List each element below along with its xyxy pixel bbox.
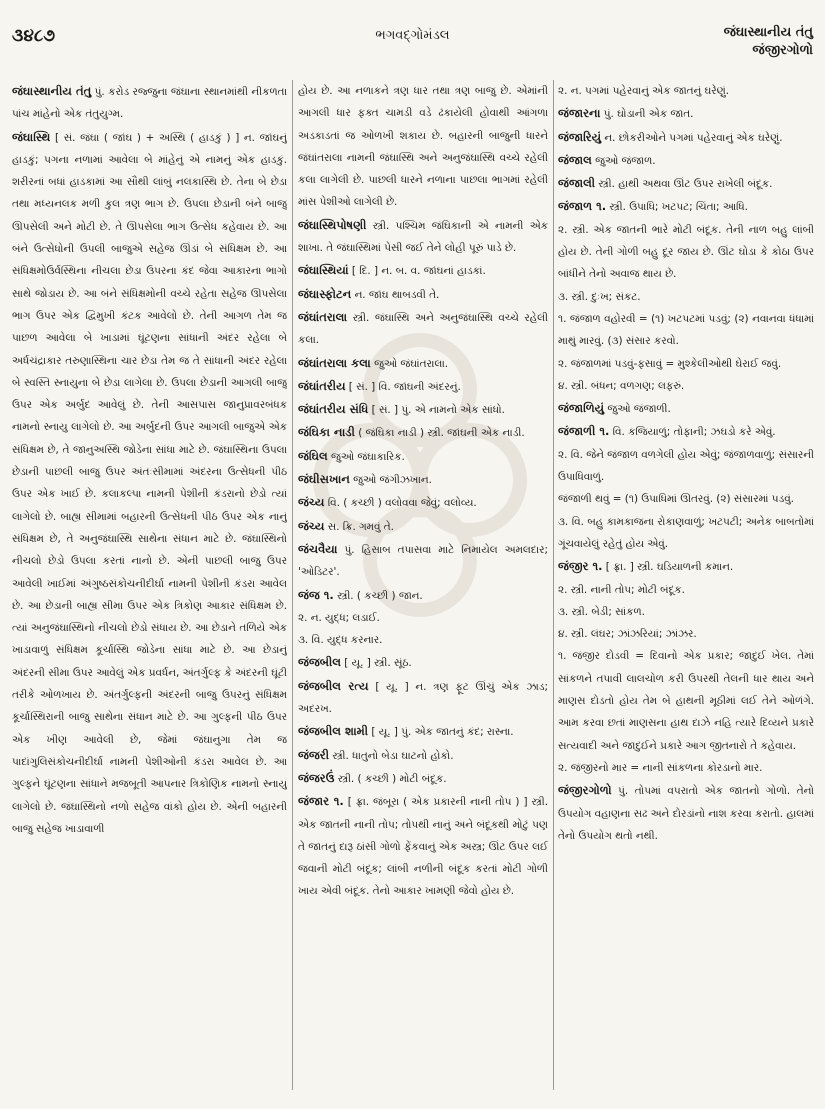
entry-definition: ન. છોકરીઓને પગમાં પહેરવાનું એક ઘરેણું.: [604, 131, 783, 144]
entry-headword: જંજાળિયું: [558, 401, 605, 416]
dictionary-entry: [558, 353, 814, 375]
entry-definition: ૩. વિ. યુદ્ધ કરનાર.: [298, 634, 383, 647]
book-title: ભગવદ્ગોમંડલ: [375, 28, 450, 43]
dictionary-column-3: [558, 80, 814, 1100]
entry-definition: વિ. કજિયાળું; તોફાની; ઝઘડો કરે એવું.: [612, 426, 776, 439]
entry-definition: [ ફ્રા. જંબૂરા ( એક પ્રકારની નાની તોપ ) ] સ્ત્રી. એક જાતની નાની તોપ; તોપથી નાનું અને બંદૂકથી મોટું પણ તે જાતનું દારૂ ઠાંસી ગોળો ફેંકવાનું એક અસ્ત્ર; ઊંટ ઉપર લઈ જવાની મોટી બંદૂક; લાંબી નળીની બંદૂક કરતાં મોટી ગોળી ખાય એવી બંદૂક. તેનો આકાર ખામણી જેવો હોય છે.: [298, 796, 548, 898]
entry-definition: ૨. સ્ત્રી. એક જાતની ભારે મોટી બંદૂક. તેની નાળ બહુ લાંબી હોય છે. તેની ગોળી બહુ દૂર જાય છે. ઊંટ ઘોડા કે કોઠા ઉપર બાંધીને તેનો અવાજ થાય છે.: [558, 223, 814, 281]
entry-headword: જંચવૈયા: [298, 541, 338, 556]
dictionary-entry: [558, 444, 814, 489]
entry-definition: જંજાળી થવું = (૧) ઉપાધિમાં ઊતરવું. (૨) સંસારમાં પડવું.: [558, 493, 794, 506]
dictionary-entry: [558, 420, 814, 443]
guide-words: [724, 24, 813, 60]
entry-definition: સ્ત્રી. પશ્ચિમ જંઘિકાની એ નામની એક શાખા. તે જંઘાસ્થિમાં પેસી જઈ તેને લોહી પૂરું પાડે છે.: [298, 219, 548, 255]
column-separator: [292, 80, 293, 1090]
dictionary-entry: [298, 398, 548, 421]
dictionary-entry: [558, 195, 814, 218]
dictionary-entry: [558, 80, 814, 102]
entry-headword: જંજાલી: [558, 176, 596, 191]
entry-headword: જંઘાસ્ફોટન: [298, 286, 352, 301]
dictionary-entry: [558, 623, 814, 645]
entry-headword: જંઘાસ્થિ: [12, 129, 51, 144]
entry-headword: જંજ ૧.: [298, 587, 334, 602]
dictionary-entry: [298, 767, 548, 790]
entry-definition: ૩. સ્ત્રી. દુઃખ; સંકટ.: [558, 290, 641, 303]
entry-definition: [ સં. ] વિ. જાંઘની અંદરનું.: [348, 380, 461, 393]
dictionary-entry: [558, 779, 814, 847]
entry-headword: જંજાળ ૧.: [558, 199, 607, 214]
entry-headword: જંઘાંતરીય સંધિ: [298, 402, 369, 417]
dictionary-entry: [558, 102, 814, 125]
page-number: ૩૪૮૭: [12, 26, 56, 46]
dictionary-entry: [298, 80, 548, 214]
guide-word-first: જંઘાસ્થાનીય તંતુ: [723, 25, 813, 40]
entry-definition: ન. જાંઘ થાબડવી તે.: [354, 288, 440, 301]
entry-definition: ૧. જંજાળ વહોરવી = (૧) ખટપટમાં પડવું; (૨) નવાનવા ધંધામાં માથું મારવું. (૩) સંસાર કરવો.: [558, 312, 814, 348]
dictionary-entry: [298, 352, 548, 375]
dictionary-column-2: [298, 80, 548, 1100]
dictionary-entry: [558, 219, 814, 286]
entry-definition: ૧. જંજીર દોડવી = દિવાનો એક પ્રકાર; જાદુઈ ખેલ. તેમાં સાંકળને તપાવી લાલચોળ કરી ઉપરથી તેલની ધાર થાય અને માણસ દોડતો હોય તેમ બે હાથની મૂઠીમાં લઈ તેને ઓળંગે. આમ કરવા છતાં માણસના હાથ દાઝે નહિ ત્યારે દિવ્યને પ્રકારે સત્યવાદી અને જાદુઈને પ્રકારે આગ જીતનારો તે કહેવાય.: [558, 650, 814, 752]
dictionary-entry: [558, 645, 814, 756]
entry-headword: જંજીરગોળો: [558, 783, 612, 798]
entry-definition: જુઓ જંજાળ.: [595, 154, 656, 167]
dictionary-entry: [298, 538, 548, 584]
entry-definition: જુઓ જંગીઝખાન.: [353, 474, 432, 487]
entry-definition: [ યૂ. ] પું. એક જાતનું કંદ; રાસ્ના.: [371, 726, 514, 739]
entry-definition: [ યૂ. ] સ્ત્રી. સૂંઠ.: [344, 657, 412, 670]
dictionary-entry: [558, 149, 814, 172]
entry-headword: જંચ્ય: [298, 495, 325, 510]
dictionary-entry: [298, 259, 548, 282]
dictionary-entry: [298, 375, 548, 398]
column-separator: [553, 80, 554, 1090]
entry-definition: [ સં. જંઘા ( જાંઘ ) + અસ્થિ ( હાડકું ) ] ન. જાંઘનું હાડકું; પગના નળામાં આવેલા બે માંહેનું એ નામનું એક હાડકું. શરીરનાં બધાં હાડકામાં આ સૌથી લાંબું નલકાસ્થિ છે. તેના બે છેડા તથા મધ્યનલક મળી કુલ ત્રણ ભાગ છે. ઉપલા છેડાની બંને બાજુ ઊપસેલી અને મોટી છે. તે ઊપસેલા ભાગ ઉત્સેધ કહેવાય છે. આ બંને ઉત્સેધોની ઉપલી બાજુએ સહેજ ઊંડાં બે સંધિક્ષમ છે. આ સંધિક્ષમોઉર્વસ્થિના નીચલા છેડા ઉપરના કંદ જેવા આકારના ભાગો સાથે જોડાય છે. આ બંને સંધિક્ષમોની વચ્ચે રહેતા સહેજ ઊપસેલા ભાગ ઉપર એક દ્વિમુખી કંટક આવેલો છે. તેની આગળ તેમ જ પાછળ આવેલા બે ખાડામાં ઘૂંટણના સાંધાની અંદર રહેલા બે અર્ધચંદ્રાકાર તરુણાસ્થિના ચાર છેડા તેમ જ તે સાંધાની અંદર રહેલા બે સ્વસ્તિ સ્નાયુના બે છેડા લાગેલા છે. ઉપલા છેડાની આગલી બાજુ ઉપર એક અર્બુદ આવેલું છે. તેની આસપાસ જાનુપ્રાવરબંધક નામનો સ્નાયુ લાગેલો છે. આ અર્બુદની ઉપર આગલી બાજુએ એક સંધિક્ષમ છે, તે જાનુઅસ્થિ જોડેના સાંધા માટે છે. જંઘાસ્થિના ઉપલા છેડાની પાછલી બાજુ ઉપર અંતઃસીમામાં અંદરના ઉત્સેધની પીઠ ઉપર એક ખાઈ છે. કલાકલ્પા નામની પેશીની કંડરાનો છેડો ત્યાં લાગેલો છે. બાહ્ય સીમામાં બહારની ઉત્સેધની પીઠ ઉપર એક નાનું સંધિક્ષમ છે, તે અનુજંઘાસ્થિ સાથેના સંધાન માટે છે. જંઘાસ્થિનો નીચલો છેડો ઉપલા કરતાં નાનો છે. એની પાછલી બાજુ ઉપર આવેલી ખાઈમાં અંગુષ્ઠસંકોચનીદીર્ઘા નામની પેશીની કંડરા આવેલ છે. આ છેડાની બાહ્ય સીમા ઉપર એક ત્રિકોણ આકાર સંધિક્ષમ છે. ત્યાં અનુજંઘાસ્થિનો નીચલો છેડો સંધાય છે. આ છેડાને તળિયે એક ખાડાવાળું સંધિક્ષમ કૂર્ચાસ્થિ જોડેના સાંધા માટે છે. આ છેડાનું અંદરની સીમા ઉપર આવેલું એક પ્રવર્ધન, અંતર્ગુલ્ફ કે અંદરની ઘૂંટી તરીકે ઓળખાય છે. અંતર્ગુલ્ફની અંદરની બાજુ ઉપરનું સંધિક્ષમ કૂર્ચાસ્થિરાની બાજુ સાથેના સંધાન માટે છે. આ ગુલ્ફની પીઠ ઉપર એક ખીણ આવેલી છે, જેમાં જંઘાનુગા તેમ જ પાદાંગુલિસંકોચનીદીર્ઘા નામની પેશીઓની કંડરા આવેલ છે. આ ગુલ્ફને ઘૂંટણના સાંધાને મજબૂતી આપનાર ત્રિકોણિક નામનો સ્નાયુ લાગેલો છે. જંઘાસ્થિનો નળો સહેજ વાંકો હોય છે. એની બહારની બાજુ સહેજ ખાડાવાળી: [12, 131, 287, 835]
dictionary-entry: [298, 744, 548, 767]
entry-definition: સ્ત્રી. ધાતુનો બેડા ઘાટનો હોકો.: [332, 749, 454, 762]
dictionary-entry: [12, 80, 287, 126]
dictionary-entry: [298, 445, 548, 468]
entry-definition: પું. ઘોડાની એક જાત.: [603, 108, 694, 121]
dictionary-entry: [558, 375, 814, 397]
dictionary-entry: [558, 488, 814, 510]
entry-headword: જંચ્ય: [298, 518, 325, 533]
entry-headword: જંઘાસ્થાનીય તંતુ: [12, 84, 92, 98]
entry-definition: ૨. વિ. જેને જંજાળ વળગેલી હોય એવું; જંજાળવાળું; સંસારની ઉપાધિવાળું.: [558, 448, 814, 484]
entry-headword: જંઘાસ્થિપોષણી: [298, 217, 367, 232]
entry-headword: જંજાલ: [558, 152, 592, 167]
entry-definition: ૨. જંજાળમાં પડવું-ફસાવું = મુશ્કેલીઓથી ઘેરાઈ જવું.: [558, 357, 782, 370]
entry-headword: જંજબીલ શામી: [298, 724, 369, 739]
page-header: [0, 0, 825, 78]
guide-word-last: જંજીરગોળો: [752, 43, 813, 58]
dictionary-entry: [558, 286, 814, 308]
entry-headword: જંઘિલ: [298, 448, 328, 463]
entry-headword: જંઘાંતરાલા કલા: [298, 355, 371, 370]
entry-definition: હોય છે. આ નળાકને ત્રણ ધાર તથા ત્રણ બાજુ છે. એમાંની આગલી ધાર ફક્ત ચામડી વડે ઢંકાયેલી હોવાથી આંગળા અડકાડતાં જ ઓળખી શકાય છે. બહારની બાજુની ધારને જંઘાંતરાલા નામની જંઘાસ્થિ અને અનુજંઘાસ્થિ વચ્ચે રહેલી કલા લાગેલી છે. પાછલી ધારને નળાના પાછલા ભાગમાં રહેલી માંસ પેશીઓ લાગેલી છે.: [298, 85, 548, 209]
entry-definition: ૩. વિ. બહુ કામકાજના રોકાણવાળું; ખટપટી; અનેક બાબતોમાં ગૂંચવાયેલું રહેતું હોય એવું.: [558, 515, 814, 550]
entry-headword: જંજાર ૧.: [298, 794, 344, 809]
dictionary-entry: [558, 308, 814, 353]
dictionary-entry: [298, 306, 548, 352]
entry-headword: જંઘાંતરીય: [298, 378, 346, 393]
entry-definition: સ્ત્રી. ( કચ્છી ) જાન.: [337, 589, 423, 602]
entry-definition: સ. ક્રિ. ગમવું તે.: [327, 520, 394, 533]
entry-definition: પું. તોપમાં વપરાતો એક જાતનો ગોળો. તેનો ઉપયોગ વહાણના સઢ અને દોરડાંનો નાશ કરવા કરાતો. હાલમાં તેનો ઉપયોગ થતો નથી.: [558, 785, 814, 842]
dictionary-entry: [12, 126, 287, 841]
dictionary-entry: [298, 629, 548, 651]
dictionary-entry: [298, 720, 548, 743]
dictionary-entry: [558, 601, 814, 623]
dictionary-entry: [298, 283, 548, 306]
entry-headword: જંઘીસખાન: [298, 472, 350, 487]
dictionary-entry: [558, 126, 814, 149]
dictionary-entry: [298, 468, 548, 491]
entry-definition: ૪. સ્ત્રી. લંઘર; ઝાંઝરિયાં; ઝાંઝર.: [558, 628, 697, 641]
entry-definition: સ્ત્રી. જંઘાસ્થિ અને અનુજંઘાસ્થિ વચ્ચે રહેલી કલા.: [298, 311, 548, 347]
entry-definition: સ્ત્રી. હાથી અથવા ઊંટ ઉપર રાખેલી બંદૂક.: [598, 178, 773, 191]
entry-definition: જુઓ જંઘાંતરાલા.: [374, 357, 449, 370]
entry-definition: [ ફ્રા. ] સ્ત્રી. ઘડિયાળની કમાન.: [605, 561, 734, 574]
entry-definition: જુઓ જંઘાકારિક.: [331, 450, 405, 463]
entry-definition: ૨. સ્ત્રી. નાની તોપ; મોટી બંદૂક.: [558, 583, 685, 596]
dictionary-entry: [298, 607, 548, 629]
dictionary-entry: [558, 579, 814, 601]
entry-definition: [ દિ. ] ન. બ. વ. જાંઘનાં હાડકાં.: [351, 265, 486, 278]
entry-headword: જંજારના: [558, 106, 601, 121]
dictionary-entry: [298, 790, 548, 902]
entry-definition: ૩. સ્ત્રી. બેડી; સાંકળ.: [558, 605, 645, 618]
entry-headword: જંજારિયું: [558, 129, 602, 144]
entry-headword: જંજાળી ૧.: [558, 424, 610, 439]
entry-definition: [ સં. ] પું. એ નામનો એક સાંધો.: [371, 404, 505, 417]
entry-headword: જંજરી: [298, 747, 329, 762]
dictionary-entry: [558, 397, 814, 420]
entry-definition: ૪. સ્ત્રી. બંધન; વળગણ; લફરું.: [558, 379, 685, 392]
dictionary-entry: [298, 651, 548, 674]
entry-definition: પું. કરોડ રજ્જુના જંઘાના સ્થાનમાંથી નીકળતા પાંચ માંહેનો એક તંતુયુગ્મ.: [12, 86, 287, 121]
entry-definition: જુઓ જંજાળી.: [607, 403, 671, 416]
dictionary-entry: [558, 555, 814, 578]
entry-headword: જંજબીલ રત્ય: [298, 678, 369, 693]
entry-headword: જંઘાસ્થિયાં: [298, 263, 349, 278]
dictionary-entry: [558, 511, 814, 556]
entry-definition: ૨. ન. યુદ્ધ; લડાઈ.: [298, 611, 380, 624]
dictionary-entry: [298, 584, 548, 607]
entry-headword: જંજરઉં: [298, 770, 335, 785]
entry-headword: જંજીર ૧.: [558, 559, 603, 574]
dictionary-entry: [298, 515, 548, 538]
dictionary-column-1: [12, 80, 287, 1100]
entry-definition: સ્ત્રી. ઉપાધિ; ખટપટ; ચિંતા; આધિ.: [609, 201, 748, 214]
entry-definition: [ યૂ. ] ન. ત્રણ ફૂટ ઊંચું એક ઝાડ; અદરખ.: [298, 680, 548, 716]
entry-headword: જંજબીલ: [298, 655, 341, 670]
dictionary-entry: [298, 214, 548, 260]
dictionary-entry: [298, 675, 548, 721]
dictionary-entry: [298, 421, 548, 444]
entry-definition: ૨. જંજીરનો માર = નાની સાંકળના કોરડાનો માર.: [558, 761, 763, 774]
entry-definition: વિ. ( કચ્છી ) વલોવવા જેવું; વલોવ્ય.: [327, 497, 477, 510]
dictionary-entry: [298, 491, 548, 514]
entry-headword: જંઘિકા નાડી: [298, 425, 355, 440]
entry-definition: ૨. ન. પગમાં પહેરવાનું એક જાતનું ઘરેણું.: [558, 85, 730, 97]
entry-definition: ( જંઘિકા નાડી ) સ્ત્રી. જાંઘની એક નાડી.: [358, 427, 525, 440]
entry-definition: સ્ત્રી. ( કચ્છી ) મોટી બંદૂક.: [337, 772, 447, 785]
dictionary-entry: [558, 172, 814, 195]
dictionary-entry: [558, 757, 814, 779]
entry-headword: જંઘાંતરાલા: [298, 309, 348, 324]
entry-definition: પું. હિસાબ તપાસવા માટે નિમાયેલ અમલદાર; 'ઓડિટર'.: [298, 543, 548, 579]
